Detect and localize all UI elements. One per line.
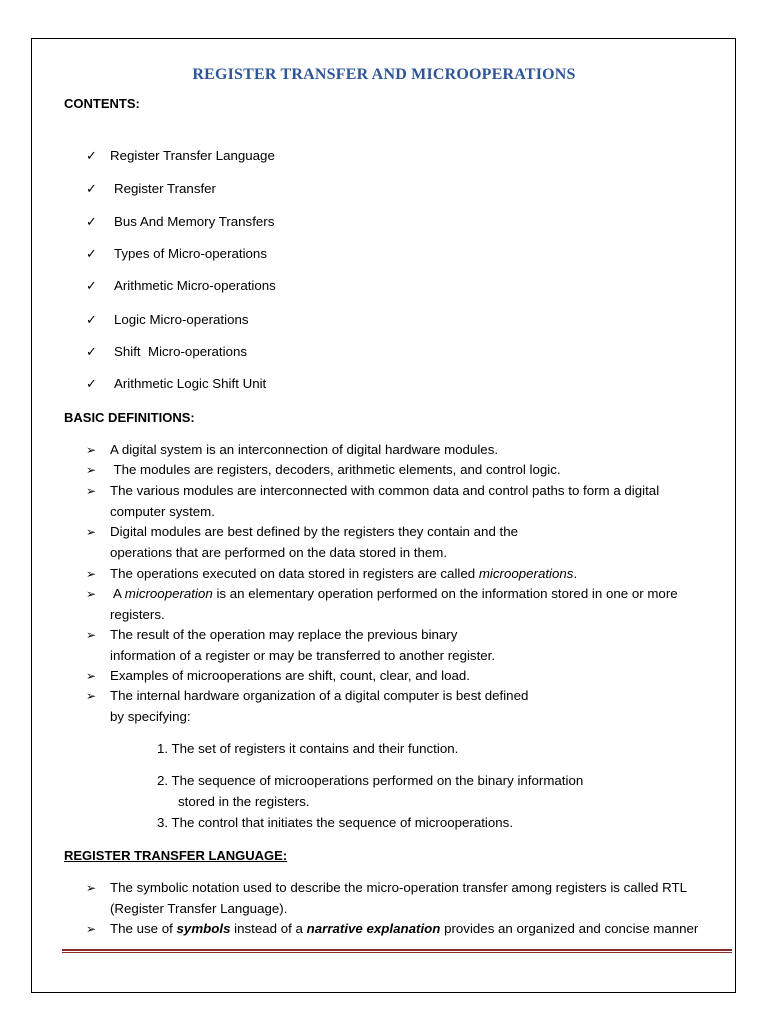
checkmark-icon: ✓ xyxy=(86,313,97,328)
definition-bullet: ➢ The various modules are interconnected with common data and control paths to form a digital computer system. xyxy=(86,483,660,519)
arrow-bullet-icon: ➢ xyxy=(86,443,97,457)
definition-bullet: ➢ A digital system is an interconnection of digital hardware modules. xyxy=(86,440,736,461)
contents-item: ✓ Shift Micro-operations xyxy=(86,344,248,360)
checkmark-icon: ✓ xyxy=(86,247,97,262)
checkmark-icon: ✓ xyxy=(86,149,97,164)
arrow-bullet-icon: ➢ xyxy=(86,881,97,895)
basic-definitions-heading: BASIC DEFINITIONS: xyxy=(64,410,195,425)
contents-item: ✓ Types of Micro-operations xyxy=(86,246,267,262)
arrow-bullet-icon: ➢ xyxy=(86,463,97,477)
arrow-bullet-icon: ➢ xyxy=(86,567,97,581)
numbered-item: 2. The sequence of microoperations performed on the binary information stored in the registers. xyxy=(157,773,584,809)
rtl-bullet: ➢ The use of symbols instead of a narrative explanation provides an organized and concise manner xyxy=(86,919,736,940)
contents-item: ✓ Bus And Memory Transfers xyxy=(86,214,275,230)
numbered-item: 1. The set of registers it contains and their function. xyxy=(157,741,459,756)
arrow-bullet-icon: ➢ xyxy=(86,587,97,601)
document-title: REGISTER TRANSFER AND MICROOPERATIONS xyxy=(192,66,576,83)
definition-bullet: ➢ The operations executed on data stored in registers are called microoperations. xyxy=(86,564,736,585)
definition-bullet: ➢ A microoperation is an elementary operation performed on the information stored in one or more registers. xyxy=(86,586,678,622)
checkmark-icon: ✓ xyxy=(86,377,97,392)
checkmark-icon: ✓ xyxy=(86,279,97,294)
footer-rule xyxy=(62,949,732,953)
definition-bullet: ➢ The result of the operation may replace the previous binary information of a register or may be transferred to another register. xyxy=(86,627,496,663)
numbered-item: 3. The control that initiates the sequence of microoperations. xyxy=(157,815,514,830)
contents-item: ✓ Logic Micro-operations xyxy=(86,312,249,328)
arrow-bullet-icon: ➢ xyxy=(86,628,97,642)
rtl-bullet: ➢ The symbolic notation used to describe the micro-operation transfer among registers is called RTL (Register Transfer Language). xyxy=(86,880,687,916)
arrow-bullet-icon: ➢ xyxy=(86,689,97,703)
definition-bullet: ➢ The modules are registers, decoders, arithmetic elements, and control logic. xyxy=(86,460,736,481)
definition-bullet: ➢ Examples of microoperations are shift, count, clear, and load. xyxy=(86,666,736,687)
definition-bullet: ➢ The internal hardware organization of a digital computer is best defined by specifying: xyxy=(86,688,529,724)
checkmark-icon: ✓ xyxy=(86,182,97,197)
contents-item: ✓ Arithmetic Logic Shift Unit xyxy=(86,376,267,392)
definition-bullet: ➢ Digital modules are best defined by the registers they contain and the operations that are performed on the data stored in them. xyxy=(86,524,519,560)
contents-heading: CONTENTS: xyxy=(64,96,140,111)
rtl-heading: REGISTER TRANSFER LANGUAGE: xyxy=(64,848,288,863)
arrow-bullet-icon: ➢ xyxy=(86,484,97,498)
arrow-bullet-icon: ➢ xyxy=(86,922,97,936)
checkmark-icon: ✓ xyxy=(86,215,97,230)
contents-item: ✓ Register Transfer Language xyxy=(86,148,275,164)
contents-item: ✓ Register Transfer xyxy=(86,181,216,197)
contents-item: ✓ Arithmetic Micro-operations xyxy=(86,278,276,294)
checkmark-icon: ✓ xyxy=(86,345,97,360)
arrow-bullet-icon: ➢ xyxy=(86,525,97,539)
arrow-bullet-icon: ➢ xyxy=(86,669,97,683)
